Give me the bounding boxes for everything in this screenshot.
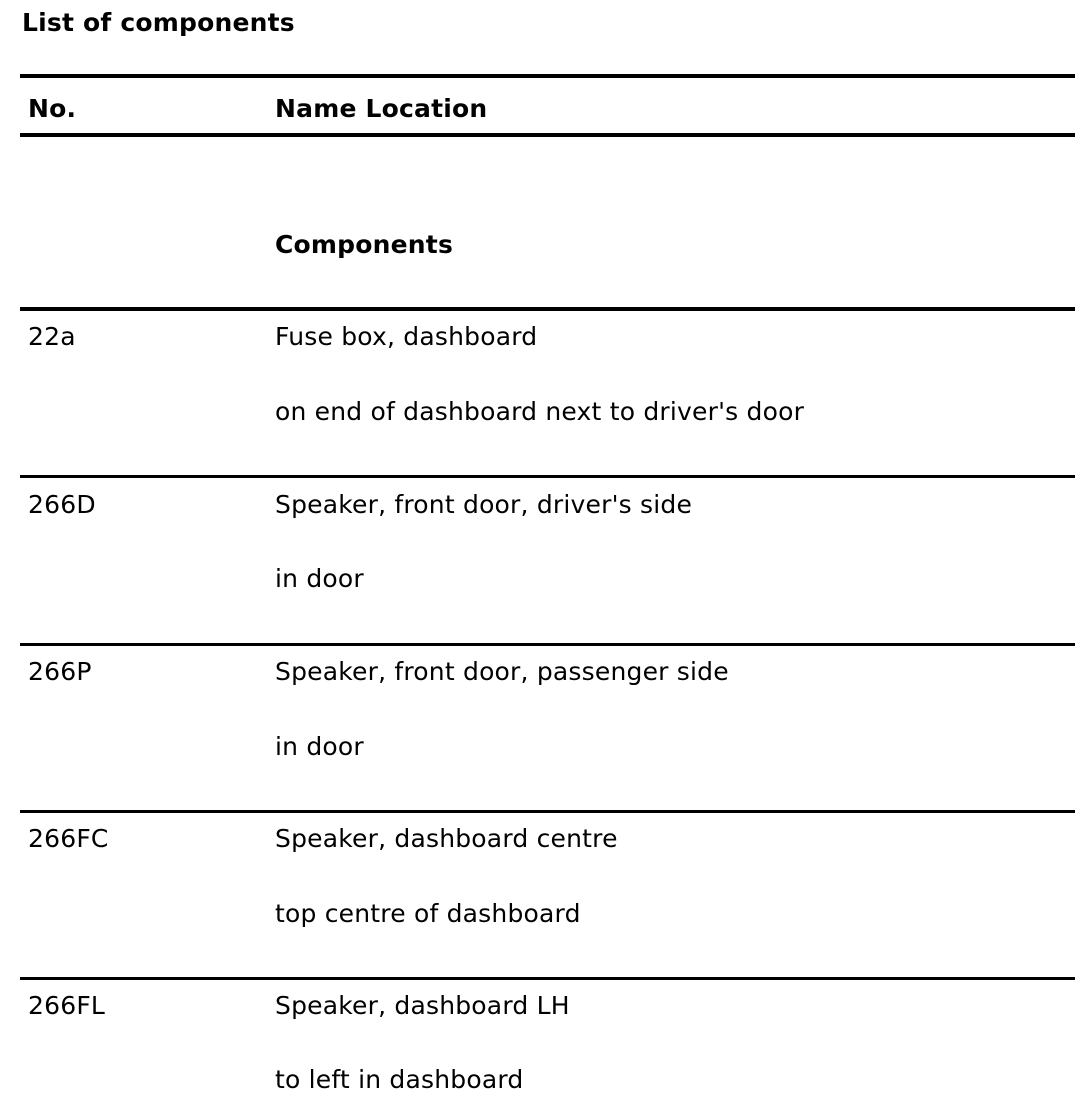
- row-divider: [20, 977, 1075, 980]
- row-divider: [20, 475, 1075, 478]
- row-no: 266P: [28, 657, 92, 686]
- row-no: 22a: [28, 322, 76, 351]
- row-location: in door: [275, 564, 364, 593]
- header-no: No.: [28, 94, 77, 123]
- row-location: on end of dashboard next to driver's door: [275, 397, 805, 426]
- row-no: 266FC: [28, 824, 109, 853]
- document-title: List of components: [22, 8, 295, 37]
- row-name: Speaker, front door, driver's side: [275, 490, 693, 519]
- row-name: Speaker, dashboard LH: [275, 991, 570, 1020]
- section-bottom-rule: [20, 307, 1075, 311]
- row-no: 266D: [28, 490, 96, 519]
- section-heading: Components: [275, 230, 454, 259]
- row-no: 266FL: [28, 991, 106, 1020]
- row-divider: [20, 810, 1075, 813]
- row-location: top centre of dashboard: [275, 899, 581, 928]
- row-name: Fuse box, dashboard: [275, 322, 538, 351]
- row-name: Speaker, dashboard centre: [275, 824, 618, 853]
- row-location: to left in dashboard: [275, 1065, 524, 1094]
- header-name-location: Name Location: [275, 94, 488, 123]
- header-bottom-rule: [20, 133, 1075, 137]
- table-top-rule: [20, 74, 1075, 78]
- row-divider: [20, 643, 1075, 646]
- row-name: Speaker, front door, passenger side: [275, 657, 729, 686]
- row-location: in door: [275, 732, 364, 761]
